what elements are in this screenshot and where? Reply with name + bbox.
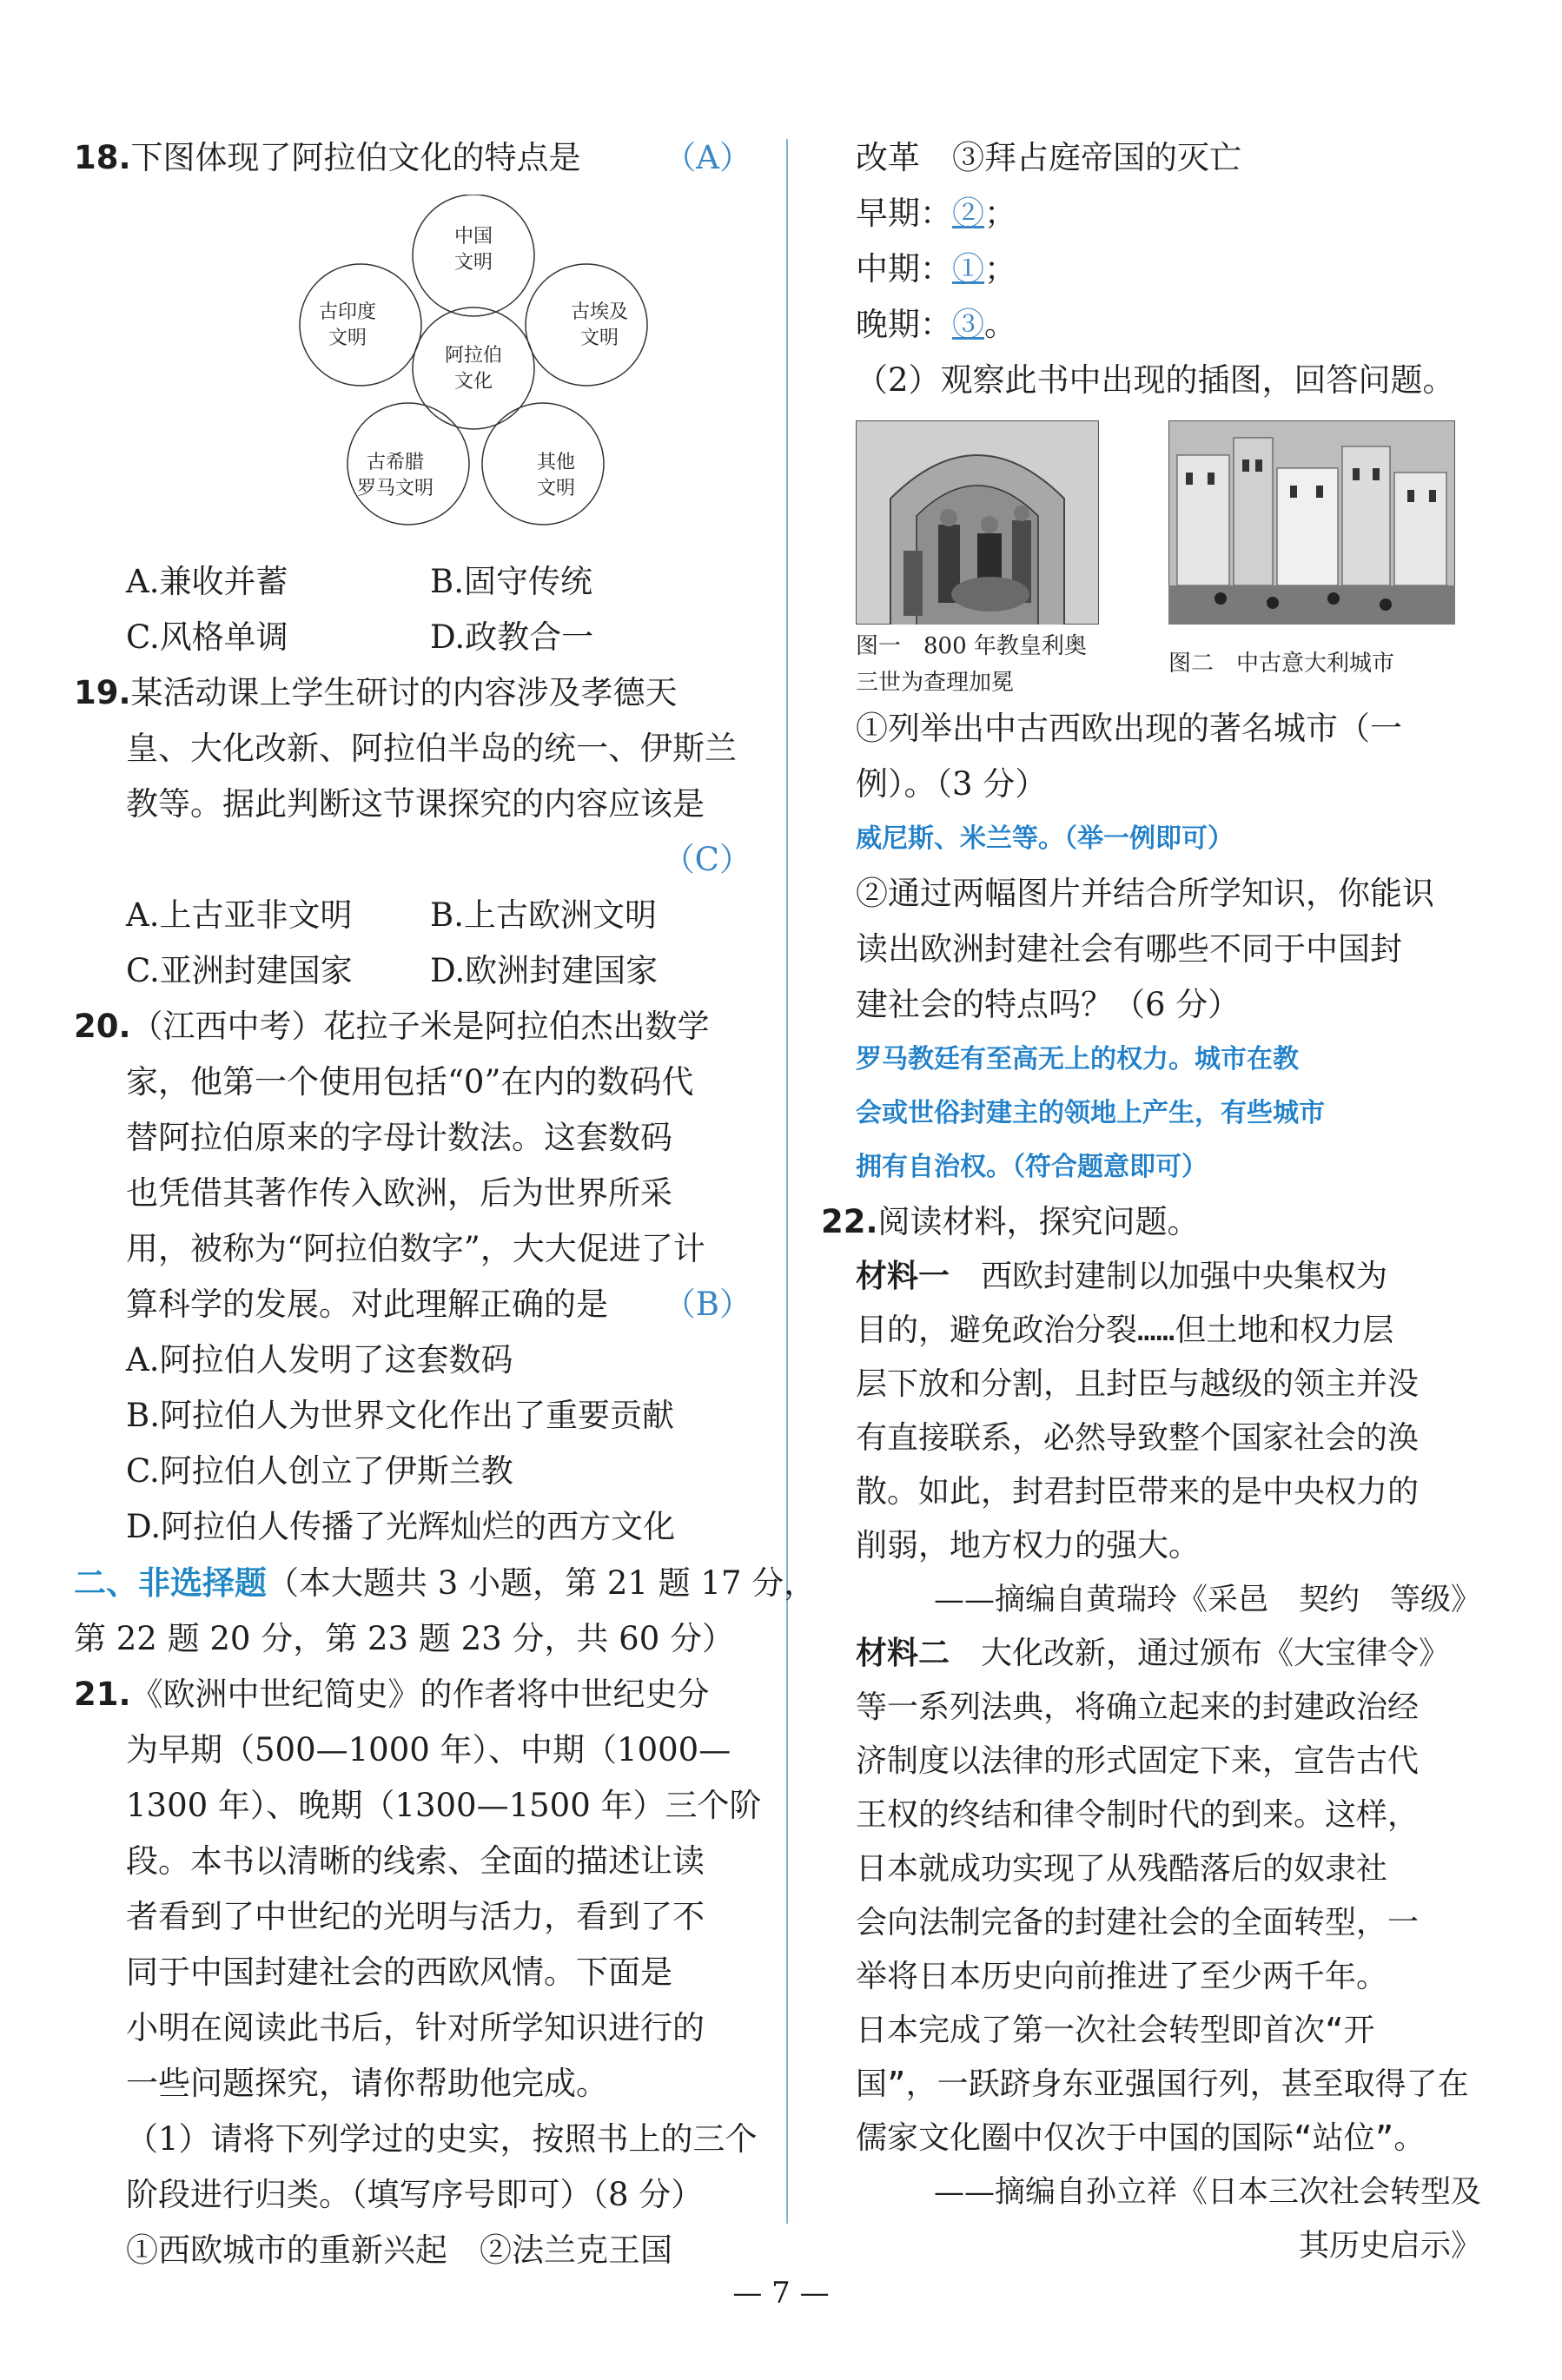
q22-material2-line-2: 等一系列法典，将确立起来的封建政治经 (856, 1689, 1420, 1725)
q21-sub2-answer-3: 拥有自治权。（符合题意即可） (856, 1152, 1208, 1182)
top-label-1: 中国 (453, 226, 493, 248)
q21-sub2-line-1: ②通过两幅图片并结合所学知识，你能识 (856, 875, 1434, 912)
italian-city-illustration (1168, 420, 1455, 625)
q22-material2-line-3: 济制度以法律的形式固定下来，宣告古代 (856, 1743, 1420, 1779)
left-circle (300, 264, 421, 386)
top-label-2: 文明 (453, 252, 493, 274)
center-circle (413, 307, 534, 429)
q21-part1-line-3: ①西欧城市的重新兴起 ②法兰克王国 (126, 2231, 672, 2269)
figure-1-caption-2: 三世为查理加冕 (856, 670, 1015, 696)
center-label-2: 文化 (453, 371, 493, 393)
q21-early-answer: ② (952, 195, 984, 232)
q22-material1-line-3: 层下放和分割，且封臣与越级的领主并没 (856, 1366, 1420, 1402)
q21-sub1-answer: 威尼斯、米兰等。（举一例即可） (856, 823, 1234, 854)
q22-material1-line-1: 材料一 西欧封建制以加强中央集权为 (856, 1259, 1388, 1294)
q21-sub2-answer-2: 会或世俗封建主的领地上产生，有些城市 (856, 1098, 1325, 1128)
q21-sub2-answer-1: 罗马教廷有至高无上的权力。城市在教 (856, 1044, 1299, 1074)
q22-material1-line-5: 散。如此，封君封臣带来的是中央权力的 (856, 1474, 1420, 1510)
q21-part1-line-2: 阶段进行归类。（填写序号即可）（8 分） (126, 2176, 704, 2213)
q21-mid-row: 中期：①； (856, 250, 1016, 288)
q21-line-6: 同于中国封建社会的西欧风情。下面是 (126, 1954, 672, 1991)
q21-line-5: 者看到了中世纪的光明与活力，看到了不 (126, 1898, 705, 1935)
q22-material2-source-2: 其历史启示》 (1298, 2229, 1481, 2264)
center-label-1: 阿拉伯 (444, 345, 503, 367)
right-label-1: 古埃及 (570, 301, 629, 323)
q19-answer-row (74, 832, 751, 888)
q22-material2-line-7: 举将日本历史向前推进了至少两千年。 (856, 1959, 1388, 1994)
q21-sub2-line-3: 建社会的特点吗？（6 分） (856, 986, 1241, 1023)
q22-material2-line-10: 儒家文化圈中仅次于中国的国际“站位”。 (856, 2120, 1426, 2156)
q20-option-c: C.阿拉伯人创立了伊斯兰教 (126, 1452, 513, 1490)
q21-part1-line-1: （1）请将下列学过的史实，按照书上的三个 (126, 2120, 758, 2158)
q21-figures (856, 420, 1481, 701)
left-label-1: 古印度 (318, 301, 377, 323)
bottom-left-label-1: 古希腊 (366, 452, 425, 473)
q19-line-2: 皇、大化改新、阿拉伯半岛的统一、伊斯兰 (126, 730, 737, 767)
q21-line-2: 为早期（500—1000 年）、中期（1000— (126, 1731, 731, 1768)
q19-line-1: 19.某活动课上学生研讨的内容涉及孝德天 (74, 674, 678, 711)
right-column (821, 130, 1481, 2273)
q20-line-6: 算科学的发展。对此理解正确的是 （B） (74, 1277, 751, 1332)
q20-option-d: D.阿拉伯人传播了光辉灿烂的西方文化 (126, 1508, 676, 1545)
page-number: — 7 — (732, 2276, 830, 2311)
q18-option-b: B.固守传统 (430, 563, 592, 600)
q21-late-answer: ③ (952, 306, 984, 343)
q22-material1-line-6: 削弱，地方权力的强大。 (856, 1528, 1201, 1564)
q18-answer: （A） (664, 139, 751, 176)
section2-title: 二、非选择题 (74, 1564, 267, 1602)
q19-option-a: A.上古亚非文明 (126, 896, 353, 934)
q18-stem: 18.下图体现了阿拉伯文化的特点是 （A） (74, 130, 751, 186)
q21-part1-cont: 改革 ③拜占庭帝国的灭亡 (856, 139, 1241, 176)
q21-sub1-line-2: 例）。（3 分） (856, 765, 1048, 803)
left-column (74, 130, 817, 2278)
q22-stem: 22.阅读材料，探究问题。 (821, 1203, 1200, 1240)
q21-line-7: 小明在阅读此书后，针对所学知识进行的 (126, 2009, 705, 2046)
q19-option-c: C.亚洲封建国家 (126, 952, 353, 989)
q18-option-c: C.风格单调 (126, 618, 288, 656)
q22-material2-source-1: ——摘编自孙立祥《日本三次社会转型及 (933, 2175, 1481, 2210)
q19-answer: （C） (662, 841, 751, 878)
q22-material1-label: 材料一 (856, 1259, 950, 1294)
q22-material2-line-9: 国”，一跃跻身东亚强国行列，甚至取得了在 (856, 2066, 1469, 2102)
figure-1-caption-1: 图一 800 年教皇利奥 (856, 633, 1087, 659)
q21-sub2-line-2: 读出欧洲封建社会有哪些不同于中国封 (856, 930, 1402, 968)
q20-line-4: 也凭借其著作传入欧洲，后为世界所采 (126, 1174, 672, 1212)
section2-heading: 二、非选择题（本大题共 3 小题，第 21 题 17 分， (74, 1564, 817, 1602)
q21-line-1: 21.《欧洲中世纪简史》的作者将中世纪史分 (74, 1676, 710, 1713)
right-circle (526, 264, 647, 386)
q18-option-a: A.兼收并蓄 (126, 563, 288, 600)
q20-line-2: 家，他第一个使用包括“0”在内的数码代 (126, 1063, 694, 1101)
q20-line-5: 用，被称为“阿拉伯数字”，大大促进了计 (126, 1230, 705, 1267)
q19-options-row1 (74, 888, 751, 943)
bottom-right-label-1: 其他 (536, 452, 576, 473)
q18-option-d: D.政教合一 (430, 618, 594, 656)
q22-material1-line-2: 目的，避免政治分裂……但土地和权力层 (856, 1312, 1394, 1348)
figure-2 (1168, 420, 1455, 701)
q22-material2-line-1: 材料二 大化改新，通过颁布《大宝律令》 (856, 1636, 1451, 1671)
q22-material1-line-4: 有直接联系，必然导致整个国家社会的涣 (856, 1420, 1420, 1456)
q20-line-1: 20.（江西中考）花拉子米是阿拉伯杰出数学 (74, 1008, 710, 1045)
q21-mid-answer: ① (952, 250, 984, 288)
section2-desc: 第 22 题 20 分，第 23 题 23 分，共 60 分） (74, 1620, 735, 1657)
bottom-right-label-2: 文明 (536, 478, 576, 499)
q19-option-b: B.上古欧洲文明 (430, 896, 657, 934)
q21-late-row: 晚期：③。 (856, 306, 1016, 343)
q21-sub1-line-1: ①列举出中古西欧出现的著名城市（一 (856, 710, 1402, 747)
q20-answer: （B） (663, 1286, 751, 1323)
q22-material2-label: 材料二 (856, 1636, 950, 1671)
civilization-venn-diagram (256, 195, 691, 542)
q22-material2-line-5: 日本就成功实现了从残酷落后的奴隶社 (856, 1851, 1388, 1887)
q20-option-b: B.阿拉伯人为世界文化作出了重要贡献 (126, 1397, 674, 1434)
q22-material2-line-8: 日本完成了第一次社会转型即首次“开 (856, 2013, 1375, 2048)
q21-line-4: 段。本书以清晰的线索、全面的描述让读 (126, 1842, 705, 1880)
q20-option-a: A.阿拉伯人发明了这套数码 (126, 1341, 513, 1378)
q19-line-3: 教等。据此判断这节课探究的内容应该是 (126, 785, 705, 823)
bottom-left-label-2: 罗马文明 (356, 478, 434, 499)
figure-2-caption: 图二 中古意大利城市 (1168, 651, 1395, 677)
q18-options-row2 (74, 610, 751, 665)
figure-1 (856, 420, 1099, 701)
q22-material2-line-6: 会向法制完备的封建社会的全面转型，一 (856, 1905, 1420, 1940)
q18-options-row1 (74, 554, 751, 610)
coronation-illustration (856, 420, 1099, 625)
q21-part2: （2）观察此书中出现的插图，回答问题。 (856, 361, 1455, 399)
right-label-2: 文明 (579, 327, 619, 349)
q22-material2-line-4: 王权的终结和律令制时代的到来。这样， (856, 1797, 1420, 1833)
q22-material1-source: ——摘编自黄瑞玲《采邑 契约 等级》 (933, 1583, 1481, 1617)
q20-line-3: 替阿拉伯原来的字母计数法。这套数码 (126, 1119, 672, 1156)
column-divider (786, 139, 788, 2224)
q19-options-row2 (74, 943, 751, 999)
q21-line-8: 一些问题探究，请你帮助他完成。 (126, 2065, 608, 2102)
left-label-2: 文明 (328, 327, 367, 349)
q21-early-row: 早期：②； (856, 195, 1016, 232)
q19-option-d: D.欧洲封建国家 (430, 952, 659, 989)
q21-line-3: 1300 年）、晚期（1300—1500 年）三个阶 (126, 1787, 762, 1824)
